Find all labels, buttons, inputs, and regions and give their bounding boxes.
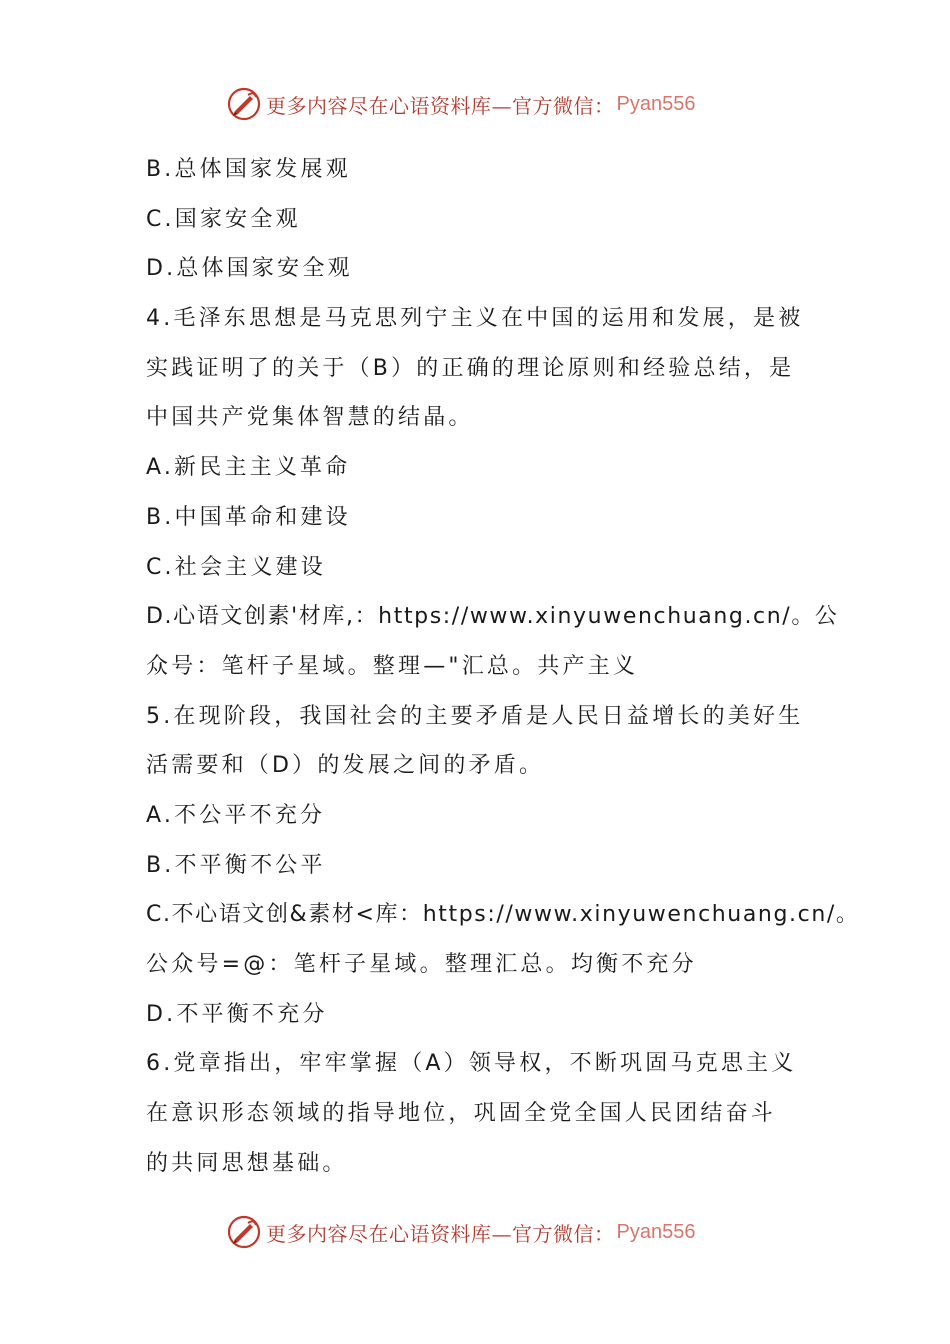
text-line: 4.毛泽东思想是马克思列宁主义在中国的运用和发展，是被 — [146, 306, 804, 332]
text-line: 5.在现阶段，我国社会的主要矛盾是人民日益增长的美好生 — [146, 703, 804, 729]
text-line: 实践证明了的关于（B）的正确的理论原则和经验总结，是 — [146, 355, 795, 381]
pen-logo-icon — [226, 1214, 262, 1250]
text-line: D.心语文创素'材库,：https://www.xinyuwenchuang.cn/。公 — [146, 604, 839, 630]
text-line: 众号：笔杆子星域。整理—"汇总。共产主义 — [146, 653, 639, 679]
pen-logo-icon — [226, 86, 262, 122]
text-line: 公众号=@：笔杆子星域。整理汇总。均衡不充分 — [146, 952, 697, 977]
text-line: C.国家安全观 — [146, 206, 301, 232]
text-line: 在意识形态领域的指导地位，巩固全党全国人民团结奋斗 — [146, 1101, 777, 1127]
footer-banner — [226, 1212, 695, 1252]
text-line: B.中国革命和建设 — [146, 504, 351, 530]
text-line: 6.党章指出，牢牢掌握（A）领导权，不断巩固马克思主义 — [146, 1051, 797, 1077]
text-line: A.不公平不充分 — [146, 802, 326, 828]
banner-wechat-id: Pyan556 — [616, 92, 696, 115]
text-line: D.不平衡不充分 — [146, 1001, 328, 1027]
header-banner — [226, 84, 695, 124]
text-line: B.不平衡不公平 — [146, 852, 326, 878]
banner-text: 更多内容尽在心语资料库—官方微信： — [266, 1221, 615, 1246]
text-line: D.总体国家安全观 — [146, 256, 353, 282]
text-line: C.不心语文创&素材<库：https://www.xinyuwenchuang.cn/。 — [146, 902, 860, 928]
text-line: A.新民主主义革命 — [146, 455, 351, 481]
text-line: C.社会主义建设 — [146, 554, 326, 580]
banner-wechat-id: Pyan556 — [616, 1220, 696, 1243]
text-line: 中国共产党集体智慧的结晶。 — [146, 405, 474, 431]
banner-text: 更多内容尽在心语资料库—官方微信： — [266, 93, 615, 118]
text-line: B.总体国家发展观 — [146, 157, 351, 182]
document-body — [146, 145, 860, 1188]
text-line: 活需要和（D）的发展之间的矛盾。 — [146, 753, 545, 779]
text-line: 的共同思想基础。 — [146, 1150, 348, 1176]
